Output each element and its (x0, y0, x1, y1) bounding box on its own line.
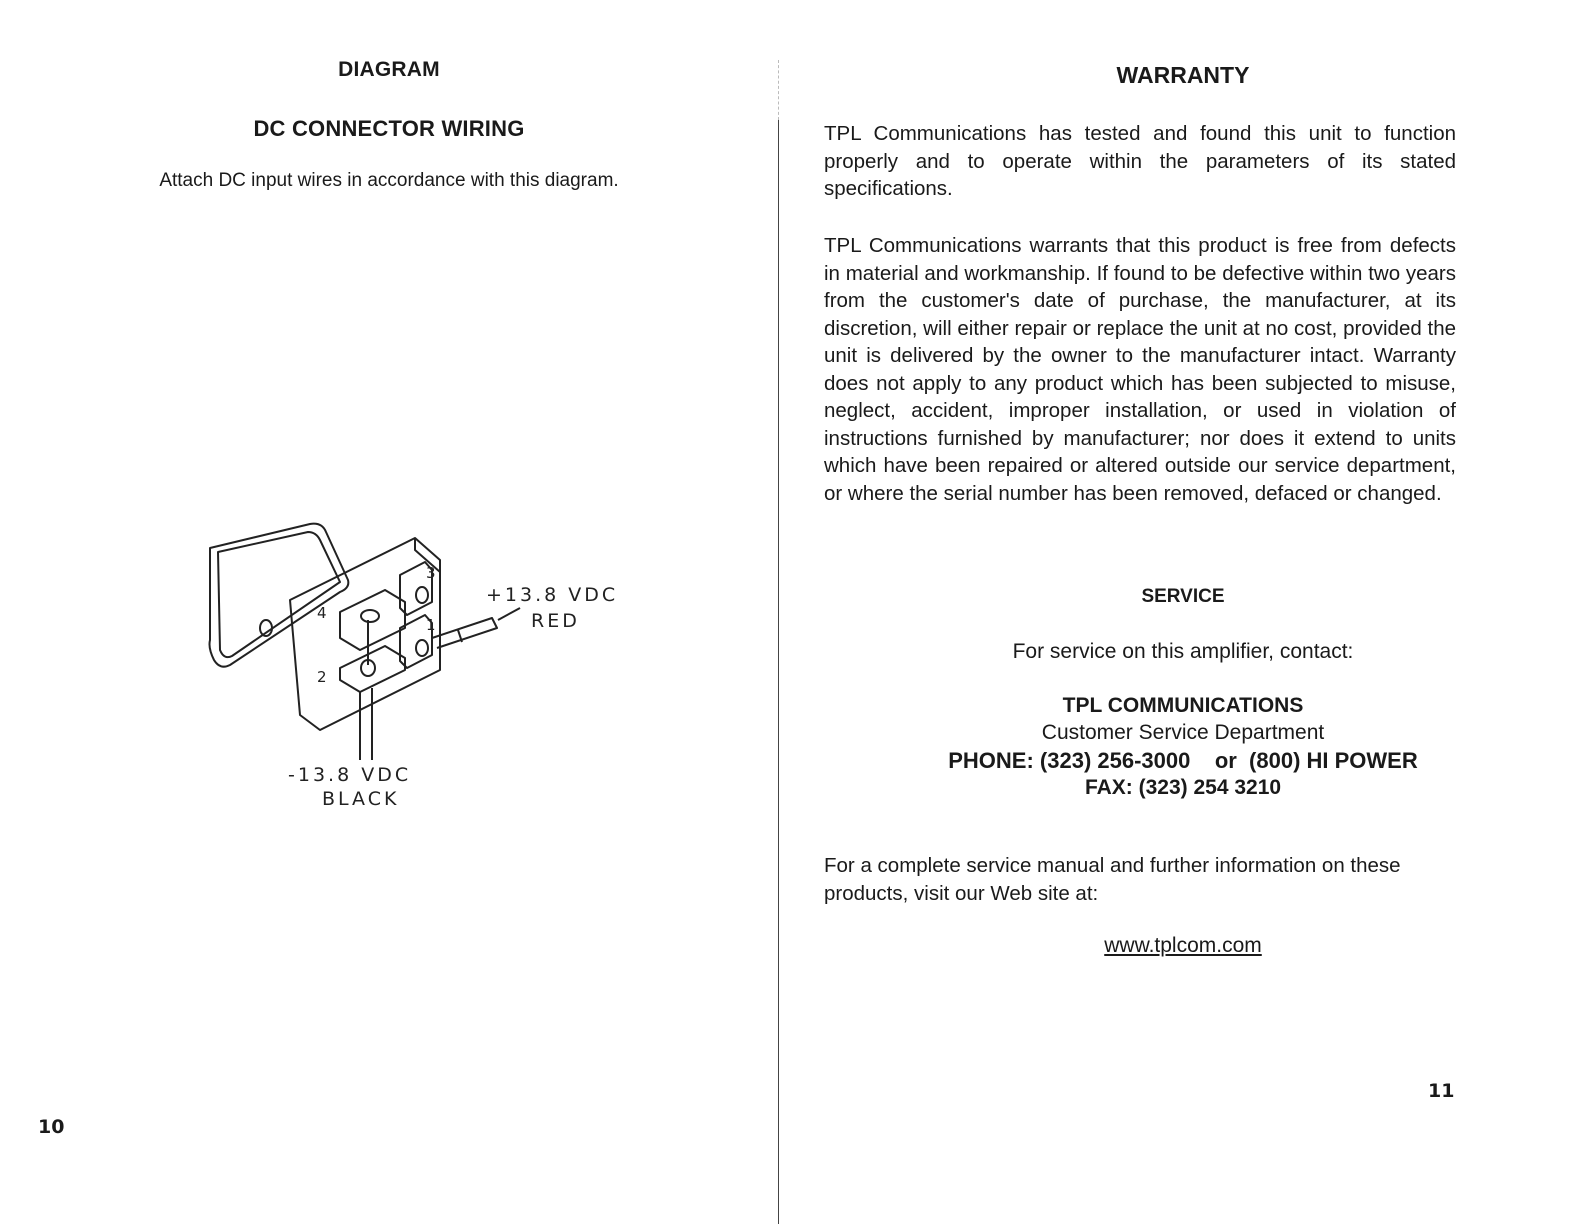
diagram-instruction: Attach DC input wires in accordance with this diagram. (159, 170, 619, 191)
terminal-screw-1 (416, 640, 428, 656)
terminal-screw-3 (416, 587, 428, 603)
positive-wire-color-label: RED (531, 610, 580, 632)
warranty-paragraph-1: TPL Communications has tested and found this unit to function properly and to operate within the parameters of its stated specifications. (824, 122, 1456, 200)
dc-connector-wiring-heading: DC CONNECTOR WIRING (253, 116, 525, 141)
page-number-left: 10 (38, 1116, 65, 1138)
pin-label-4: 4 (317, 604, 327, 622)
web-info-text: For a complete service manual and further information on these products, visit our Web site at: (824, 854, 1401, 905)
customer-service-department: Customer Service Department (1041, 721, 1325, 744)
negative-wire-color-label: BLACK (322, 788, 400, 810)
black-wire (360, 688, 372, 760)
website-link[interactable]: www.tplcom.com (1104, 934, 1262, 957)
binding-fold-top (778, 60, 779, 120)
page-number-right: 11 (1428, 1080, 1455, 1102)
right-page (782, 0, 1584, 1224)
pin-label-3: 3 (426, 564, 436, 582)
positive-voltage-label: +13.8 VDC (486, 584, 619, 606)
negative-voltage-label: -13.8 VDC (288, 764, 412, 786)
terminal-pin-2 (340, 646, 405, 692)
connector-housing-back (210, 524, 349, 667)
warranty-paragraph-2: TPL Communications warrants that this product is free from defects in material and workmanship. If found to be defective within two years from the customer's date of purchase, the manufacturer, at its discretion, will either repair or replace the unit at no cost, provided the unit is delivered by the owner to the manufacturer intact. Warranty does not apply to any product which has been subjected to misuse, neglect, accident, improper installation, or used in violation of instructions furnished by manufacturer; nor does it extend to units which have been repaired or altered outside our service department, or where the serial number has been removed, defaced or changed. (824, 234, 1456, 505)
dc-connector-diagram (200, 520, 620, 760)
pin-label-2: 2 (317, 668, 327, 686)
phone-number: PHONE: (323) 256-3000 or (800) HI POWER (948, 748, 1418, 773)
pin-label-1: 1 (426, 616, 436, 634)
red-wire (432, 618, 497, 648)
service-heading: SERVICE (1141, 586, 1225, 607)
diagram-heading: DIAGRAM (338, 58, 440, 81)
red-wire-leader (498, 608, 520, 620)
company-name: TPL COMMUNICATIONS (1062, 694, 1304, 717)
terminal-pin-4 (340, 590, 405, 650)
connector-housing-rim (218, 532, 340, 657)
fax-number: FAX: (323) 254 3210 (1084, 776, 1282, 799)
service-contact-intro: For service on this amplifier, contact: (1012, 640, 1354, 663)
terminal-screw-4 (361, 610, 379, 622)
binding-fold-divider (778, 120, 779, 1224)
warranty-heading: WARRANTY (1116, 62, 1250, 88)
left-page (0, 0, 778, 1224)
